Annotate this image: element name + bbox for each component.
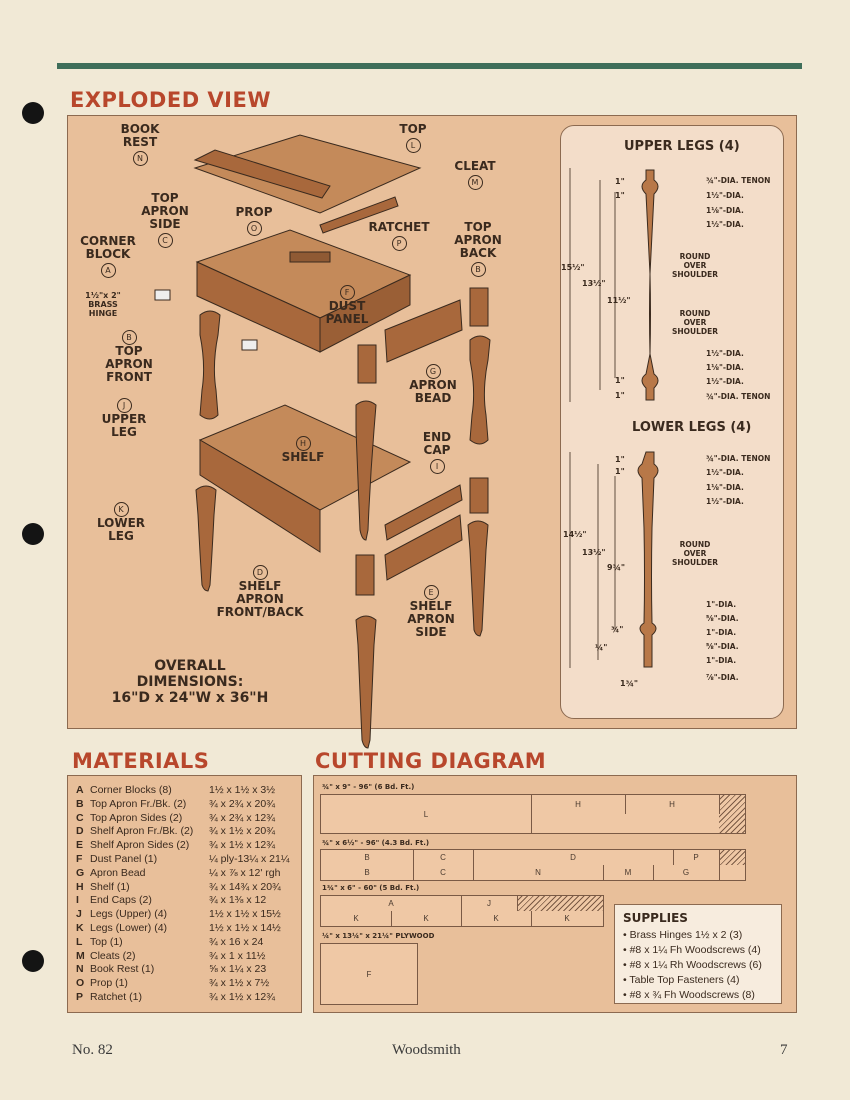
board-part [461,911,532,926]
upper-leg-label: 1½"-DIA. [706,349,744,358]
upper-leg-dim: 13½" [582,279,606,288]
callout-end-cap-text: END CAP [422,430,452,457]
callout-letter: J [117,398,132,413]
lower-leg-dim: 1" [615,467,625,476]
material-size: ¼ ply-13¼ x 21¼ [209,853,290,865]
upper-leg-label: ROUND OVER SHOULDER [672,252,719,279]
material-letter: F [76,853,83,865]
material-name: Legs (Upper) (4) [90,908,168,921]
material-row [76,853,290,865]
material-name: End Caps (2) [90,894,152,907]
part-letter-h: H [669,800,675,809]
material-row [76,977,270,990]
upper-leg-label: 1½"-DIA. [706,191,744,200]
material-size: ¾ x 2¾ x 12¾ [209,811,275,824]
material-letter: H [76,880,84,893]
material-size: ¾ x 1½ x 12¾ [209,839,275,852]
footer-issue: No. 82 [72,1042,113,1058]
board-part [321,795,532,833]
material-size: ¾ x 2¾ x 20¾ [209,797,275,810]
supplies-item: • #8 x ¾ Fh Woodscrews (8) [623,989,755,1001]
supplies-item-text: Table Top Fasteners (4) [629,974,740,986]
material-letter: C [76,811,84,824]
material-letter: J [76,908,82,921]
material-row [76,963,267,976]
waste-hatch [719,795,745,833]
part-letter-k: K [493,914,499,923]
lower-leg-label: 1"-DIA. [706,600,737,609]
material-name: Dust Panel (1) [90,853,158,865]
callout-letter: K [114,502,129,517]
material-letter: K [76,922,84,934]
callout-corner-block-text: CORNER BLOCK [80,234,136,261]
supplies-item-text: #8 x 1¼ Fh Woodscrews (4) [629,944,761,956]
board-part [673,850,720,865]
material-size: ¾ x 1½ x 20¾ [209,825,275,838]
callout-ratchet-text: RATCHET [368,220,430,234]
material-name: Shelf (1) [90,880,130,893]
upper-leg-dim: 1" [615,191,625,200]
part-letter-c: C [440,868,446,877]
callout-shelf-apron-side-text: SHELF APRON SIDE [407,599,455,639]
callout-letter: I [430,459,445,474]
material-name: Top Apron Sides (2) [90,811,183,824]
material-row [76,991,275,1003]
part-letter-b: B [364,853,370,862]
callout-letter: M [468,175,483,190]
material-size: ¾ x 16 x 24 [209,935,264,948]
board-label: ¼" x 13¼" x 21¼" PLYWOOD [322,932,435,940]
part-letter-d: D [570,853,576,862]
callout-letter: F [340,285,355,300]
callout-top-text: TOP [399,122,427,136]
board-part [321,944,417,1004]
material-row [76,935,264,948]
callout-letter: E [424,585,439,600]
material-name: Ratchet (1) [90,991,142,1003]
lower-leg-label: ⅞"-DIA. [706,673,739,682]
callout-top-apron-side-text: TOP APRON SIDE [141,191,189,231]
callout-hinge-text: 1½"x 2" BRASS HINGE [85,291,121,318]
supplies-item: • #8 x 1¼ Fh Woodscrews (4) [623,944,761,956]
material-row [76,949,266,962]
overall-dimensions: OVERALL DIMENSIONS: 16"D x 24"W x 36"H [111,658,269,706]
board-part [321,911,392,926]
board-1 [320,794,746,834]
material-row [76,811,275,824]
callout-letter: B [471,262,486,277]
upper-leg-dim: 15½" [561,263,585,272]
callout-letter: O [247,221,262,236]
material-size: ¾ x 1 x 11½ [209,949,266,962]
board-part [625,795,720,814]
material-size: ¼ x ⅞ x 12' rgh [209,866,281,879]
board-part [653,865,720,880]
callout-letter: P [392,236,407,251]
board-part [413,865,474,880]
material-size: ¾ x 1⅜ x 12 [209,894,267,907]
material-letter: M [76,949,85,962]
material-letter: L [76,935,83,948]
material-size: 1½ x 1½ x 3½ [209,784,275,796]
callout-prop-text: PROP [235,205,273,219]
upper-leg-dim: 1" [615,177,625,186]
callout-letter: A [101,263,116,278]
lower-leg-label: 1"-DIA. [706,628,737,637]
board-3 [320,895,604,927]
material-row [76,880,281,893]
material-name: Book Rest (1) [90,963,155,976]
callout-top-apron-front-text: TOP APRON FRONT [105,344,153,384]
callout-letter: H [296,436,311,451]
callout-shelf-text: SHELF [281,450,325,464]
lower-leg-dim: ¾" [611,625,624,634]
lower-leg-dim: ¼" [595,643,608,652]
material-letter: E [76,839,84,852]
footer-page-number: 7 [780,1042,788,1058]
supplies-item-text: #8 x 1¼ Rh Woodscrews (6) [629,959,762,971]
material-row [76,866,281,879]
part-letter-k: K [564,914,570,923]
callout-apron-bead-text: APRON BEAD [409,378,457,405]
supplies-box [614,904,782,1004]
board-part [391,911,462,926]
material-size: ¾ x 1½ x 12¾ [209,991,275,1003]
materials-title: MATERIALS [72,749,210,773]
upper-leg-label: ROUND OVER SHOULDER [672,309,719,336]
material-letter: I [76,894,79,907]
part-letter-b: B [364,868,370,877]
part-letter-j: J [487,899,491,908]
footer-magazine: Woodsmith [392,1042,461,1058]
part-letter-n: N [535,868,541,877]
material-name: Legs (Lower) (4) [90,922,168,934]
material-letter: D [76,825,84,838]
lower-leg-dim: 1¾" [620,679,639,688]
part-letter-c: C [440,853,446,862]
callout-cleat-text: CLEAT [454,159,496,173]
upper-leg-label: 1½"-DIA. [706,220,744,229]
upper-leg-label: ¾"-DIA. TENON [706,176,771,185]
material-letter: B [76,797,84,810]
upper-leg-profile [642,170,658,400]
lower-leg-profile [638,452,658,667]
board-part [461,896,518,911]
lower-leg-label: ¾"-DIA. TENON [706,454,771,463]
upper-leg-label: 1⅛"-DIA. [706,363,744,372]
material-row [76,797,275,810]
material-row [76,825,275,838]
part-letter-g: G [682,868,690,877]
material-size: 1½ x 1½ x 14½ [209,922,281,934]
part-letter-l: L [423,809,429,819]
material-letter: P [76,991,84,1003]
callout-letter: D [253,565,268,580]
callout-letter: N [133,151,148,166]
part-letter-a: A [388,899,394,908]
cutting-diagram-title: CUTTING DIAGRAM [315,749,547,773]
material-name: Cleats (2) [90,949,136,962]
exploded-view-title: EXPLODED VIEW [70,88,272,112]
materials-panel [67,775,302,1013]
material-name: Shelf Apron Sides (2) [90,839,190,852]
material-name: Shelf Apron Fr./Bk. (2) [90,825,194,838]
material-row [76,839,275,852]
lower-legs-title: LOWER LEGS (4) [632,420,752,435]
material-row [76,894,267,907]
material-name: Top Apron Fr./Bk. (2) [90,797,187,810]
callout-letter: B [122,330,137,345]
callout-letter: C [158,233,173,248]
material-size: ¾ x 14¾ x 20¾ [209,880,281,893]
upper-leg-label: ¾"-DIA. TENON [706,392,771,401]
material-row [76,784,275,796]
supplies-item: • #8 x 1¼ Rh Woodscrews (6) [623,959,762,971]
callout-letter: G [426,364,441,379]
material-row [76,922,281,934]
waste-hatch [719,850,745,865]
part-letter-f: F [366,969,372,979]
board-part [473,865,604,880]
board-part [321,865,414,880]
board-label: ¾" x 6½" - 96" (4.3 Bd. Ft.) [322,839,430,847]
board-label: 1¾" x 6" - 60" (5 Bd. Ft.) [322,884,420,892]
part-letter-h: H [575,800,581,809]
material-name: Top (1) [90,935,123,948]
material-letter: A [76,784,84,796]
upper-leg-dim: 1" [615,376,625,385]
board-plywood [320,943,418,1005]
upper-legs-title: UPPER LEGS (4) [624,139,740,154]
lower-leg-label: 1½"-DIA. [706,468,744,477]
lower-leg-label: ⅝"-DIA. [706,642,739,651]
upper-leg-dim: 11½" [607,296,631,305]
lower-leg-dim: 9¾" [607,563,626,572]
board-2 [320,849,746,881]
lower-leg-label: 1⅛"-DIA. [706,483,744,492]
material-letter: N [76,963,84,976]
material-letter: O [76,977,85,990]
callout-upper-leg-text: UPPER LEG [101,412,147,439]
upper-leg-dim: 1" [615,391,625,400]
board-part [603,865,654,880]
material-letter: G [76,866,85,879]
board-part [321,850,414,865]
material-name: Corner Blocks (8) [90,784,172,796]
waste-hatch [517,896,603,911]
part-letter-k: K [423,914,429,923]
lower-leg-dim: 14½" [563,530,587,539]
upper-leg-label: 1⅛"-DIA. [706,206,744,215]
board-label: ¾" x 9" - 96" (6 Bd. Ft.) [322,783,415,791]
material-name: Prop (1) [90,977,128,990]
board-part [531,795,626,814]
lower-leg-dim: 1" [615,455,625,464]
part-letter-p: P [693,853,699,862]
lower-leg-dim: 13½" [582,548,606,557]
supplies-title: SUPPLIES [623,911,688,925]
callout-dust-panel-text: DUST PANEL [325,299,369,326]
lower-leg-label: ROUND OVER SHOULDER [672,540,719,567]
upper-leg-label: 1½"-DIA. [706,377,744,386]
callout-shelf-apron-front-back-text: SHELF APRON FRONT/BACK [216,579,304,619]
lower-leg-label: ⅝"-DIA. [706,614,739,623]
board-part [413,850,474,865]
material-size: 1½ x 1½ x 15½ [209,908,281,921]
callout-lower-leg-text: LOWER LEG [96,516,146,543]
callout-letter: L [406,138,421,153]
board-part [321,896,462,911]
material-size: ⅝ x 1¼ x 23 [209,963,267,976]
callout-top-apron-back-text: TOP APRON BACK [454,220,502,260]
supplies-item-text: #8 x ¾ Fh Woodscrews (8) [629,989,755,1001]
board-part [473,850,674,865]
material-size: ¾ x 1½ x 7½ [209,977,270,990]
material-name: Apron Bead [90,866,146,879]
lower-leg-label: 1½"-DIA. [706,497,744,506]
board-part [531,911,604,926]
part-letter-m: M [624,868,632,877]
lower-leg-label: 1"-DIA. [706,656,737,665]
material-row [76,908,281,921]
supplies-item: • Table Top Fasteners (4) [623,974,740,986]
callout-book-rest-text: BOOK REST [120,122,160,149]
supplies-item-text: Brass Hinges 1½ x 2 (3) [629,929,743,941]
supplies-item: • Brass Hinges 1½ x 2 (3) [623,929,743,941]
part-letter-k: K [353,914,359,923]
